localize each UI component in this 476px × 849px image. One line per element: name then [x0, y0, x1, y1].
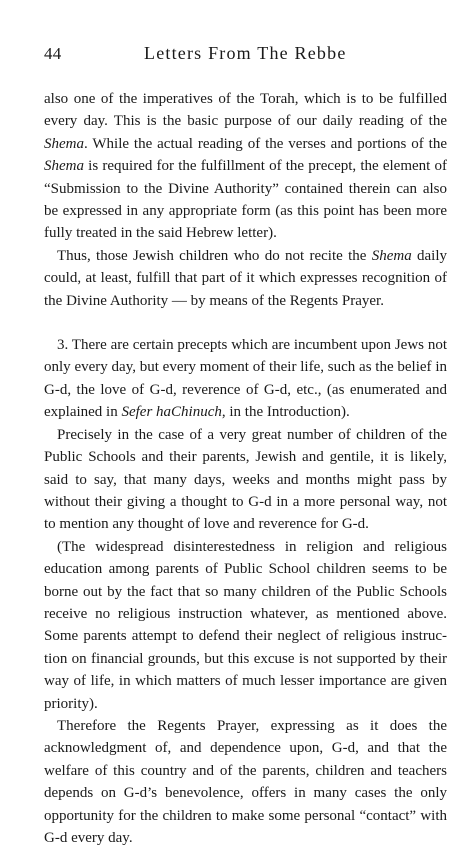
italic-term: Sefer haChinuch: [121, 404, 222, 421]
paragraph: [44, 245, 447, 312]
italic-term: Shema: [44, 158, 84, 175]
text-run: Thus, those Jewish children who do not recite the: [57, 247, 372, 264]
text-run: (The widespread disinterestedness in religion and religious education among parents of Public School children seems to be borne out by the fact that so many children of the Public Schools receive no religious instruction whatever, as mentioned above. Some parents attempt to defend their neglect of religious instruction on financial grounds, but this excuse is not supported by their way of life, in which matters of much lesser importance are given priority).: [44, 538, 447, 712]
italic-term: Shema: [371, 247, 412, 264]
text-run: also one of the imperatives of the Torah, which is to be fulfilled every day. This is the basic purpose of our daily reading of the: [44, 91, 447, 130]
body-text: [44, 88, 447, 849]
text-run: daily could, at least, fulfill that part of it which expresses recognition of the Divine Authority — by means of the Regents Prayer.: [44, 247, 447, 309]
page-header: [44, 44, 447, 68]
text-run: 3. There are certain precepts which are incumbent upon Jews not only every day, but every moment of their life, such as the belief in G-d, the love of G-d, reverence of G-d, etc., (as enumerated and explained in: [44, 337, 447, 421]
paragraph: [44, 334, 447, 424]
paragraph: [44, 424, 447, 536]
text-run: is required for the fulfillment of the precept, the element of “Submission to the Divine Authority” contained therein can also be expressed in any appropriate form (as this point has been more fully treated in the said Hebrew letter).: [44, 158, 447, 242]
text-run: . While the actual reading of the verses and portions of the: [84, 135, 447, 152]
italic-term: Shema: [44, 135, 84, 152]
paragraph: [44, 88, 447, 245]
text-run: , in the Introduction).: [221, 404, 350, 421]
text-run: Therefore the Regents Prayer, expressing as it does the acknowledgment of, and dependence upon, G-d, and that the welfare of this country and of the parents, children and teachers depends on G-d’s benevolence, offers in many cases the only opportunity for the children to make some personal “contact” with G-d every day.: [44, 717, 447, 846]
section-break: [44, 312, 447, 334]
paragraph: [44, 715, 447, 849]
text-run: Precisely in the case of a very great number of children of the Public Schools and their parents, Jewish and gentile, it is likely, said to say, that many days, weeks and months might pass by without their giving a thought to G-d in a more personal way, not to mention any thought of love and reverence for G-d.: [44, 426, 447, 533]
page-number: 44: [44, 44, 62, 63]
running-title: Letters From The Rebbe: [144, 43, 347, 63]
paragraph: [44, 536, 447, 715]
